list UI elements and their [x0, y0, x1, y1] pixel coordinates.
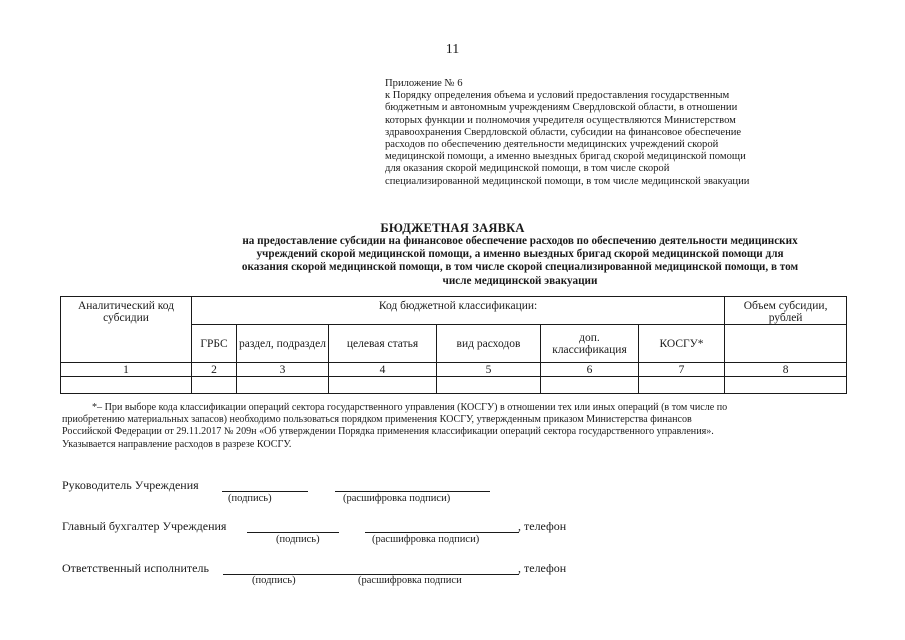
- table-cell-input[interactable]: [61, 377, 192, 394]
- header-kosgu: КОСГУ*: [639, 325, 725, 363]
- accountant-decoding-caption: (расшифровка подписи): [372, 534, 480, 545]
- footnote: [62, 402, 842, 451]
- subtitle-line: на предоставление субсидии на финансовое обеспечение расходов по обеспечению деятельности медицинских: [242, 235, 798, 247]
- executor-signature-caption: (подпись): [252, 575, 296, 586]
- appendix-line: расходов по обеспечению деятельности медицинских учреждений скорой: [385, 139, 719, 151]
- subtitle-line: учреждений скорой медицинской помощи, а именно выездных бригад скорой медицинской помощи для: [256, 248, 784, 261]
- column-number: 6: [541, 363, 639, 377]
- header-section: раздел, подраздел: [237, 325, 329, 363]
- appendix-line: специализированной медицинской помощи, в том числе медицинской эвакуации: [385, 175, 750, 187]
- appendix-line: бюджетным и автономным учреждениям Свердловской области, в отношении: [385, 102, 738, 114]
- header-target-article: целевая статья: [329, 325, 437, 363]
- footnote-line: *– При выборе кода классификации операций сектора государственного управления (КОСГУ) в отношении тех или иных операций (в том числе по: [92, 402, 728, 413]
- table-row: [61, 377, 847, 394]
- appendix-line: здравоохранения Свердловской области, субсидии на финансовое обеспечение: [385, 126, 742, 138]
- executor-decoding-caption: (расшифровка подписи: [358, 575, 462, 586]
- accountant-decoding-line[interactable]: [365, 532, 519, 533]
- head-signature-caption: (подпись): [228, 493, 272, 504]
- document-subtitle: [195, 235, 845, 288]
- footnote-line: Указывается направление расходов в разрезе КОСГУ.: [62, 438, 292, 450]
- appendix-line: медицинской помощи, а именно выездных бригад скорой медицинской помощи: [385, 151, 746, 163]
- column-number: 2: [192, 363, 237, 377]
- table-cell-input[interactable]: [192, 377, 237, 394]
- budget-table: [60, 296, 847, 394]
- table-cell-input[interactable]: [329, 377, 437, 394]
- column-number: 1: [61, 363, 192, 377]
- table-cell-input[interactable]: [237, 377, 329, 394]
- document-title: БЮДЖЕТНАЯ ЗАЯВКА: [380, 221, 525, 235]
- table-cell-input[interactable]: [541, 377, 639, 394]
- appendix-line: которых функции и полномочия учредителя осуществляются Министерством: [385, 114, 736, 126]
- executor-signature-label: Ответственный исполнитель: [62, 561, 209, 575]
- header-budget-classification: Код бюджетной классификации:: [192, 297, 725, 325]
- accountant-signature-line[interactable]: [247, 532, 339, 533]
- footnote-line: Российской Федерации от 29.11.2017 № 209н «Об утверждении Порядка применения классификации операций сектора государственного управления».: [62, 426, 714, 438]
- table-cell-input[interactable]: [725, 377, 847, 394]
- head-signature-label: Руководитель Учреждения: [62, 478, 199, 492]
- column-number: 4: [329, 363, 437, 377]
- header-extra-classification: доп. классификация: [541, 325, 639, 363]
- header-analytic-code: Аналитический код субсидии: [61, 297, 192, 363]
- column-number: 7: [639, 363, 725, 377]
- accountant-signature-caption: (подпись): [276, 534, 320, 545]
- executor-phone-label: , телефон: [518, 561, 567, 575]
- head-decoding-caption: (расшифровка подписи): [343, 493, 451, 504]
- column-number: 5: [437, 363, 541, 377]
- header-expense-type: вид расходов: [437, 325, 541, 363]
- head-signature-line[interactable]: [222, 491, 308, 492]
- column-number: 8: [725, 363, 847, 377]
- accountant-phone-label: , телефон: [518, 519, 567, 533]
- footnote-line: приобретению материальных запасов) необходимо пользоваться порядком применения КОСГУ, утвержденным приказом Министерства финансов: [62, 414, 692, 426]
- subtitle-line: числе медицинской эвакуации: [442, 274, 598, 287]
- column-number: 3: [237, 363, 329, 377]
- subtitle-line: оказания скорой медицинской помощи, в том числе скорой специализированной медицинской помощи, в том: [241, 261, 799, 274]
- appendix-line: для оказания скорой медицинской помощи, в том числе скорой: [385, 163, 670, 175]
- header-grbs: ГРБС: [192, 325, 237, 363]
- head-decoding-line[interactable]: [335, 491, 490, 492]
- appendix-line: к Порядку определения объема и условий предоставления государственным: [385, 90, 730, 102]
- appendix-title: Приложение № 6: [385, 78, 463, 89]
- appendix-block: [385, 78, 845, 188]
- page-number: 11: [445, 42, 460, 57]
- table-cell-input[interactable]: [437, 377, 541, 394]
- accountant-signature-label: Главный бухгалтер Учреждения: [62, 519, 227, 533]
- header-volume-empty: [725, 325, 847, 363]
- table-cell-input[interactable]: [639, 377, 725, 394]
- header-subsidy-volume: Объем субсидии, рублей: [725, 297, 847, 325]
